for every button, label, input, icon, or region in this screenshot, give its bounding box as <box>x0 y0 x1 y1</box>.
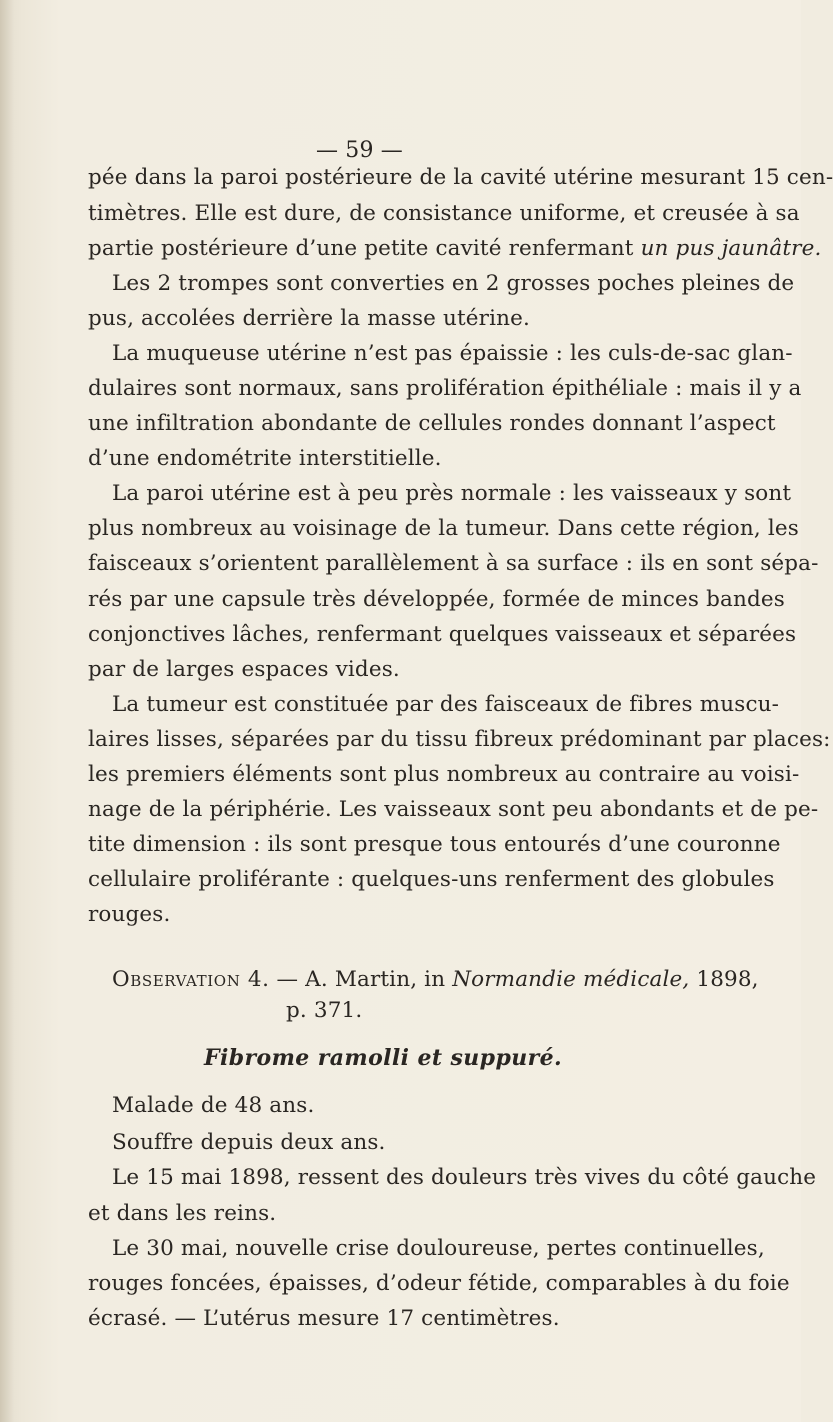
text-line: Les 2 trompes sont converties en 2 grosses poches pleines de <box>112 271 795 296</box>
text-line: plus nombreux au voisinage de la tumeur. Dans cette région, les <box>88 516 799 541</box>
observation-author: — A. Martin, in <box>276 967 446 992</box>
text-line: laires lisses, séparées par du tissu fibreux prédominant par places: <box>88 727 831 752</box>
text-line: pus, accolées derrière la masse utérine. <box>88 306 530 331</box>
text-line: nage de la périphérie. Les vaisseaux sont peu abondants et de pe- <box>88 797 819 822</box>
text-line: conjonctives lâches, renfermant quelques vaisseaux et séparées <box>88 622 797 647</box>
text-line: La paroi utérine est à peu près normale : les vaisseaux y sont <box>112 481 792 506</box>
text-line: pée dans la paroi postérieure de la cavité utérine mesurant 15 cen- <box>88 165 833 190</box>
section-title: Fibrome ramolli et suppuré. <box>204 1045 563 1071</box>
case-line: Le 15 mai 1898, ressent des douleurs très vives du côté gauche <box>112 1165 817 1190</box>
text-line: tite dimension : ils sont presque tous entourés d’une couronne <box>88 832 781 857</box>
italic-phrase: un pus jaunâtre. <box>640 236 822 261</box>
case-line: Le 30 mai, nouvelle crise douloureuse, pertes continuelles, <box>112 1236 765 1261</box>
case-line: Souffre depuis deux ans. <box>112 1130 386 1155</box>
case-line: rouges foncées, épaisses, d’odeur fétide, comparables à du foie <box>88 1271 790 1296</box>
case-line: écrasé. — L’utérus mesure 17 centimètres. <box>88 1306 560 1331</box>
observation-year: 1898, <box>696 967 759 992</box>
case-line: Malade de 48 ans. <box>112 1093 315 1118</box>
text-line: dulaires sont normaux, sans prolifération épithéliale : mais il y a <box>88 376 802 401</box>
text-line: d’une endométrite interstitielle. <box>88 446 442 471</box>
journal-name: Normandie médicale, <box>452 967 690 992</box>
case-line: et dans les reins. <box>88 1201 277 1226</box>
page-number: — 59 — <box>316 138 403 163</box>
text-line: La muqueuse utérine n’est pas épaissie : les culs-de-sac glan- <box>112 341 793 366</box>
text-line: timètres. Elle est dure, de consistance uniforme, et creusée à sa <box>88 201 800 226</box>
text-line: rouges. <box>88 902 171 927</box>
text-line: une infiltration abondante de cellules rondes donnant l’aspect <box>88 411 776 436</box>
text-line: cellulaire proliférante : quelques-uns renferment des globules <box>88 867 775 892</box>
text-line: par de larges espaces vides. <box>88 657 400 682</box>
text-line: partie postérieure d’une petite cavité renfermant un pus jaunâtre. <box>88 236 822 261</box>
text-line: rés par une capsule très développée, formée de minces bandes <box>88 587 785 612</box>
text-line: les premiers éléments sont plus nombreux au contraire au voisi- <box>88 762 800 787</box>
observation-page: p. 371. <box>286 998 363 1023</box>
text-line: La tumeur est constituée par des faisceaux de fibres muscu- <box>112 692 780 717</box>
observation-label: Observation 4. <box>112 967 270 992</box>
text-line: faisceaux s’orientent parallèlement à sa surface : ils en sont sépa- <box>88 551 819 576</box>
observation-heading <box>112 965 759 995</box>
